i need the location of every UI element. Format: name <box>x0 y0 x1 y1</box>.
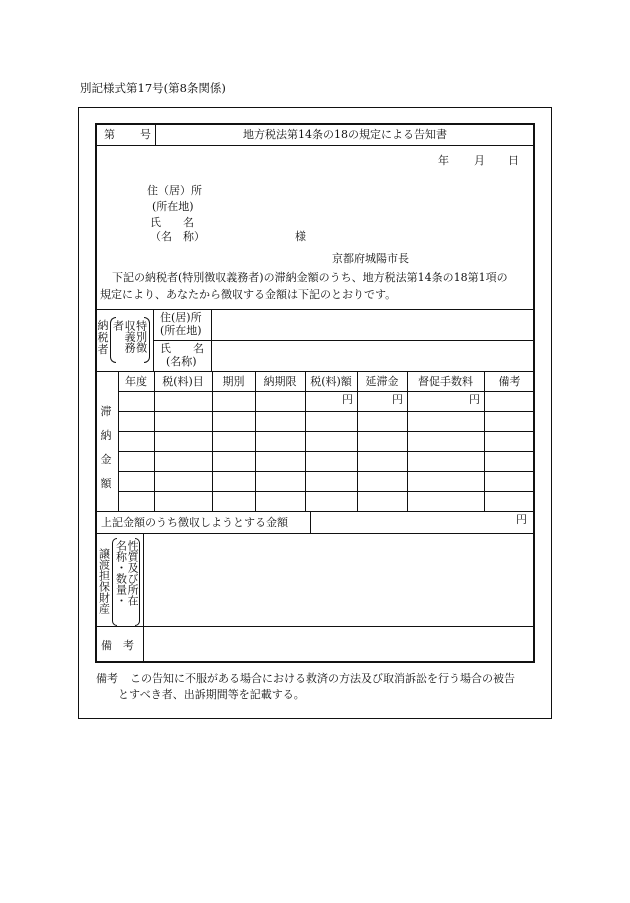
taxpayer-sublabel: 特別徴 収義務 者 <box>111 320 148 353</box>
arrears-col-line <box>484 371 485 511</box>
footnote-label: 備考 <box>96 672 118 685</box>
document-title: 地方税法第14条の18の規定による告知書 <box>243 128 447 141</box>
arrears-col-line <box>255 371 256 511</box>
arrears-col-line <box>357 371 358 511</box>
collateral-sublabel: 性質及び所在 名称・数量・ <box>114 540 140 606</box>
taxpayer-label: 納 税 者 <box>97 319 109 356</box>
date-month: 月 <box>474 154 485 167</box>
taxpayer-address-sub: (所在地) <box>160 324 202 337</box>
collect-amount-unit: 円 <box>516 513 527 526</box>
issuer: 京都府城陽市長 <box>332 252 409 265</box>
arrears-side-label: 滞 納 金 額 <box>100 405 112 490</box>
body-text-line2: 規定により、あなたから徴収する金額は下記のとおりです。 <box>100 288 397 301</box>
arrears-row-line <box>118 411 535 412</box>
form-id: 別記様式第17号(第8条関係) <box>80 81 226 95</box>
number-prefix: 第 <box>104 128 115 141</box>
arrears-col-header: 納期限 <box>263 375 297 388</box>
date-day: 日 <box>508 154 519 167</box>
arrears-top-line <box>95 371 535 372</box>
arrears-row-line <box>118 491 535 492</box>
arrears-col-header: 延滞金 <box>365 375 399 388</box>
honorific: 様 <box>295 230 306 243</box>
arrears-col-line <box>305 371 306 511</box>
collect-amount-label: 上記金額のうち徴収しようとする金額 <box>101 516 288 529</box>
arrears-col-header: 督促手数料 <box>418 375 473 388</box>
addressee-address-sub: (所在地) <box>152 200 194 213</box>
taxpayer-name-label: 氏 名 <box>160 342 204 355</box>
collect-top-line <box>95 511 535 512</box>
addressee-name-label: 氏 名 <box>150 216 194 229</box>
footnote-line2: とすべき者、出訴期間等を記載する。 <box>118 688 305 701</box>
arrears-col-header: 税(料)目 <box>162 375 204 388</box>
arrears-unit-yen: 円 <box>342 393 353 406</box>
arrears-col-line <box>212 371 213 511</box>
arrears-row-line <box>118 451 535 452</box>
arrears-col-header: 備考 <box>498 375 521 388</box>
body-text-line1: 下記の納税者(特別徴収義務者)の滞納金額のうち、地方税法第14条の18第1項の <box>112 271 508 284</box>
date-year: 年 <box>438 154 449 167</box>
arrears-unit-yen: 円 <box>469 393 480 406</box>
arrears-col-header: 年度 <box>125 375 147 388</box>
collateral-top-line <box>95 533 535 534</box>
arrears-row-line <box>118 391 535 392</box>
header-row-divider <box>95 145 535 146</box>
arrears-side-divider <box>118 371 119 511</box>
number-suffix: 号 <box>140 128 151 141</box>
remarks-top-line <box>95 626 535 627</box>
taxpayer-mid-line <box>153 340 535 341</box>
remarks-label: 備 考 <box>101 639 134 652</box>
arrears-col-header: 税(料)額 <box>310 375 352 388</box>
addressee-name-sub: （名 称） <box>150 230 205 243</box>
arrears-unit-yen: 円 <box>392 393 403 406</box>
arrears-col-line <box>154 371 155 511</box>
arrears-row-line <box>118 431 535 432</box>
collateral-divider <box>143 533 144 663</box>
arrears-col-header: 期別 <box>222 375 245 388</box>
addressee-address-label: 住（居）所 <box>147 184 202 197</box>
taxpayer-name-sub: (名称) <box>166 355 197 368</box>
taxpayer-top-line <box>95 309 535 310</box>
collateral-label: 譲渡担保財産 <box>97 548 111 614</box>
collect-divider <box>310 511 311 533</box>
arrears-row-line <box>118 471 535 472</box>
taxpayer-address-label: 住(居)所 <box>160 311 202 324</box>
footnote-line1: この告知に不服がある場合における救済の方法及び取消訴訟を行う場合の被告 <box>130 672 515 685</box>
arrears-col-line <box>407 371 408 511</box>
